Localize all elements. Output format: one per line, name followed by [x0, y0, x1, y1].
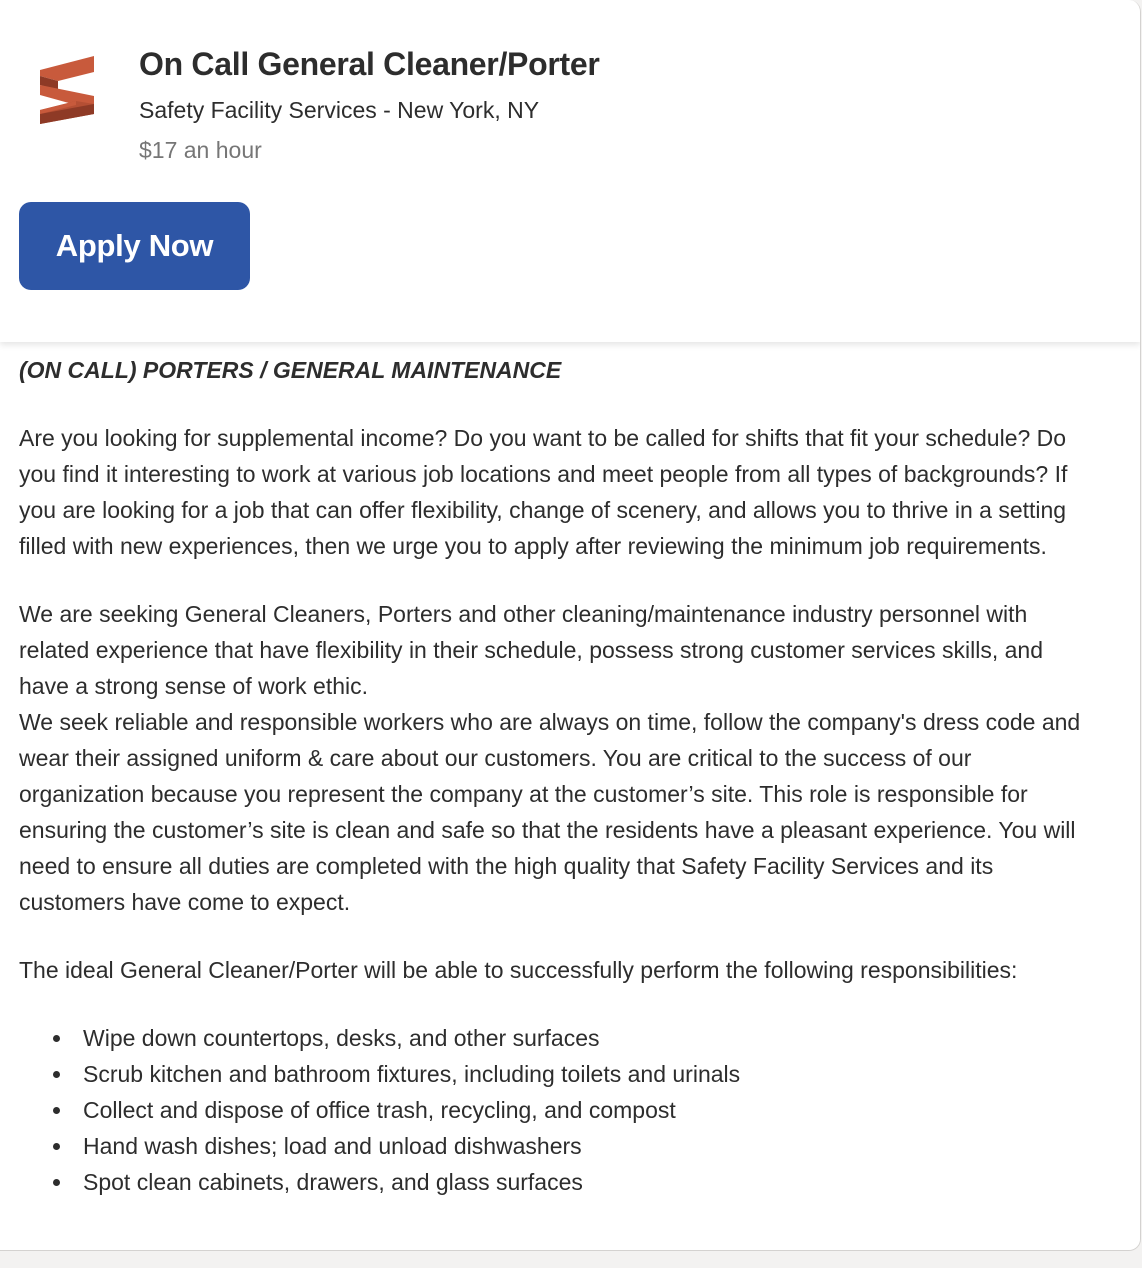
list-item: Hand wash dishes; load and unload dishwashers [83, 1128, 1094, 1164]
description-paragraph: The ideal General Cleaner/Porter will be able to successfully perform the following responsibilities: [19, 957, 1018, 983]
description-paragraph: Are you looking for supplemental income? Do you want to be called for shifts that fit your schedule? Do you find it interesting to work at various job locations and meet people from all types of backgrounds? If you are looking for a job that can offer flexibility, change of scenery, and allows you to thrive in a setting filled with new experiences, then we urge you to apply after reviewing the minimum job requirements. [19, 425, 1068, 559]
description-heading: (ON CALL) PORTERS / GENERAL MAINTENANCE [19, 357, 562, 383]
list-item: Wipe down countertops, desks, and other surfaces [83, 1020, 1094, 1056]
list-item: Spot clean cabinets, drawers, and glass surfaces [83, 1164, 1094, 1200]
description-paragraph: We are seeking General Cleaners, Porters and other cleaning/maintenance industry personnel with related experience that have flexibility in their schedule, possess strong customer services skills, and have a strong sense of work ethic. [19, 601, 1043, 699]
company-location: Safety Facility Services - New York, NY [139, 97, 540, 123]
job-description [19, 352, 1094, 1200]
job-title: On Call General Cleaner/Porter [139, 46, 600, 82]
list-item: Collect and dispose of office trash, recycling, and compost [83, 1092, 1094, 1128]
description-paragraph: We seek reliable and responsible workers who are always on time, follow the company's dress code and wear their assigned uniform & care about our customers. You are critical to the success of our organization because you represent the company at the customer’s site. This role is responsible for ensuring the customer’s site is clean and safe so that the residents have a pleasant experience. You will need to ensure all duties are completed with the high quality that Safety Facility Services and its customers have come to expect. [19, 709, 1081, 915]
scroll-fade [0, 1210, 1140, 1250]
list-item: Scrub kitchen and bathroom fixtures, including toilets and urinals [83, 1056, 1094, 1092]
company-logo-icon [36, 52, 98, 128]
apply-now-button[interactable]: Apply Now [19, 202, 250, 290]
salary: $17 an hour [139, 137, 262, 163]
responsibilities-list [19, 1020, 1094, 1200]
job-header [0, 0, 1140, 342]
